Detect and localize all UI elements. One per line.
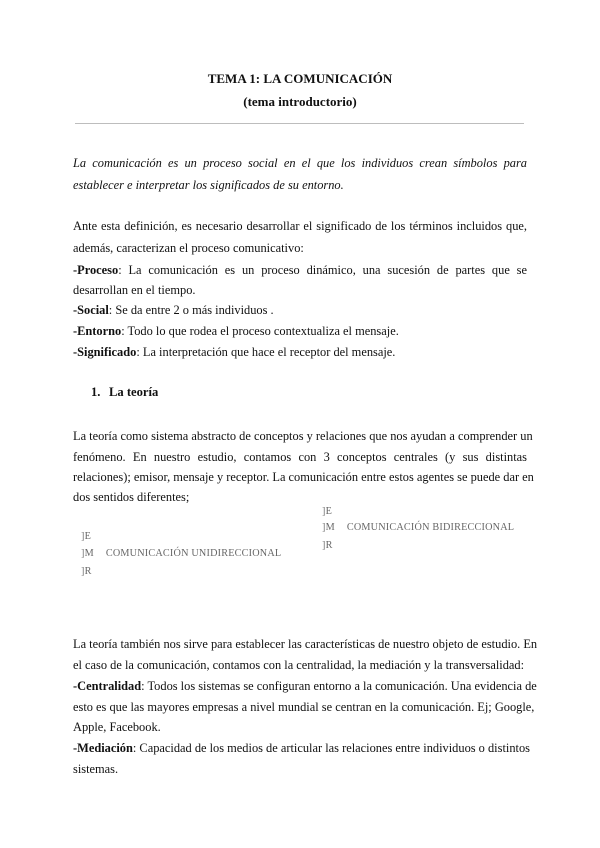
intro-line: Ante esta definición, es necesario desarrollar el significado de los términos incluidos que, <box>73 219 527 233</box>
diagram-uni-receptor: ]R <box>81 566 92 577</box>
document-subtitle: (tema introductorio) <box>243 94 357 109</box>
diagram-uni-mensaje: ]M COMUNICACIÓN UNIDIRECCIONAL <box>81 548 282 559</box>
section-title: La teoría <box>109 385 159 399</box>
term-centralidad <box>73 678 537 694</box>
term-proceso <box>73 262 527 278</box>
definition-line: La comunicación es un proceso social en el que los individuos crean símbolos para <box>73 156 527 170</box>
paragraph-line: el caso de la comunicación, contamos con la centralidad, la mediación y la transversalidad: <box>73 658 525 672</box>
term-text: : Capacidad de los medios de articular las relaciones entre individuos o distintos <box>132 741 530 755</box>
paragraph-line: Apple, Facebook. <box>73 720 161 734</box>
term-label: -Social <box>73 303 109 317</box>
paragraph-line: La teoría también nos sirve para establecer las características de nuestro objeto de estudio. En <box>73 637 538 651</box>
diagram-uni-emisor: ]E <box>81 531 92 542</box>
diagram-bi-receptor: ]R <box>322 540 333 551</box>
term-label: -Entorno <box>73 324 122 338</box>
paragraph-line: La teoría como sistema abstracto de conceptos y relaciones que nos ayudan a comprender un <box>73 429 533 443</box>
diagram-bi-emisor: ]E <box>322 506 333 517</box>
paragraph-line: esto es que las mayores empresas a nivel mundial se centran en la comunicación. Ej; Google, <box>73 700 535 714</box>
term-proceso-cont: desarrollan en el tiempo. <box>73 283 196 297</box>
term-mediacion <box>73 740 530 756</box>
diagram-bi-mensaje: ]M COMUNICACIÓN BIDIRECCIONAL <box>322 522 515 533</box>
term-label: -Significado <box>73 345 137 359</box>
definition-line: establecer e interpretar los significados de su entorno. <box>73 178 344 192</box>
term-text: : Se da entre 2 o más individuos . <box>108 303 274 317</box>
term-entorno <box>73 323 527 339</box>
term-social <box>73 302 527 318</box>
term-label: -Mediación <box>73 741 133 755</box>
term-label: -Centralidad <box>73 679 142 693</box>
term-text: : La comunicación es un proceso dinámico, una sucesión de partes que se <box>118 263 527 277</box>
term-significado <box>73 344 527 360</box>
document-title: TEMA 1: LA COMUNICACIÓN <box>207 71 393 86</box>
term-text: : Todos los sistemas se configuran entorno a la comunicación. Una evidencia de <box>141 679 537 693</box>
header-divider <box>75 123 524 124</box>
paragraph-line: relaciones); emisor, mensaje y receptor. La comunicación entre estos agentes se puede dar en <box>73 470 534 484</box>
term-text: : Todo lo que rodea el proceso contextualiza el mensaje. <box>121 324 399 338</box>
paragraph-line: sistemas. <box>73 762 119 776</box>
paragraph-line: dos sentidos diferentes; <box>73 490 190 504</box>
paragraph-line: fenómeno. En nuestro estudio, contamos con 3 conceptos centrales (y sus distintas <box>73 450 527 464</box>
term-text: : La interpretación que hace el receptor del mensaje. <box>136 345 396 359</box>
diagram-uni-label: COMUNICACIÓN UNIDIRECCIONAL <box>105 548 282 559</box>
diagram-bi-label: COMUNICACIÓN BIDIRECCIONAL <box>346 522 515 533</box>
term-label: -Proceso <box>73 263 119 277</box>
section-number: 1. <box>91 385 101 399</box>
intro-line: además, caracterizan el proceso comunicativo: <box>73 241 304 255</box>
section-heading <box>91 385 158 400</box>
